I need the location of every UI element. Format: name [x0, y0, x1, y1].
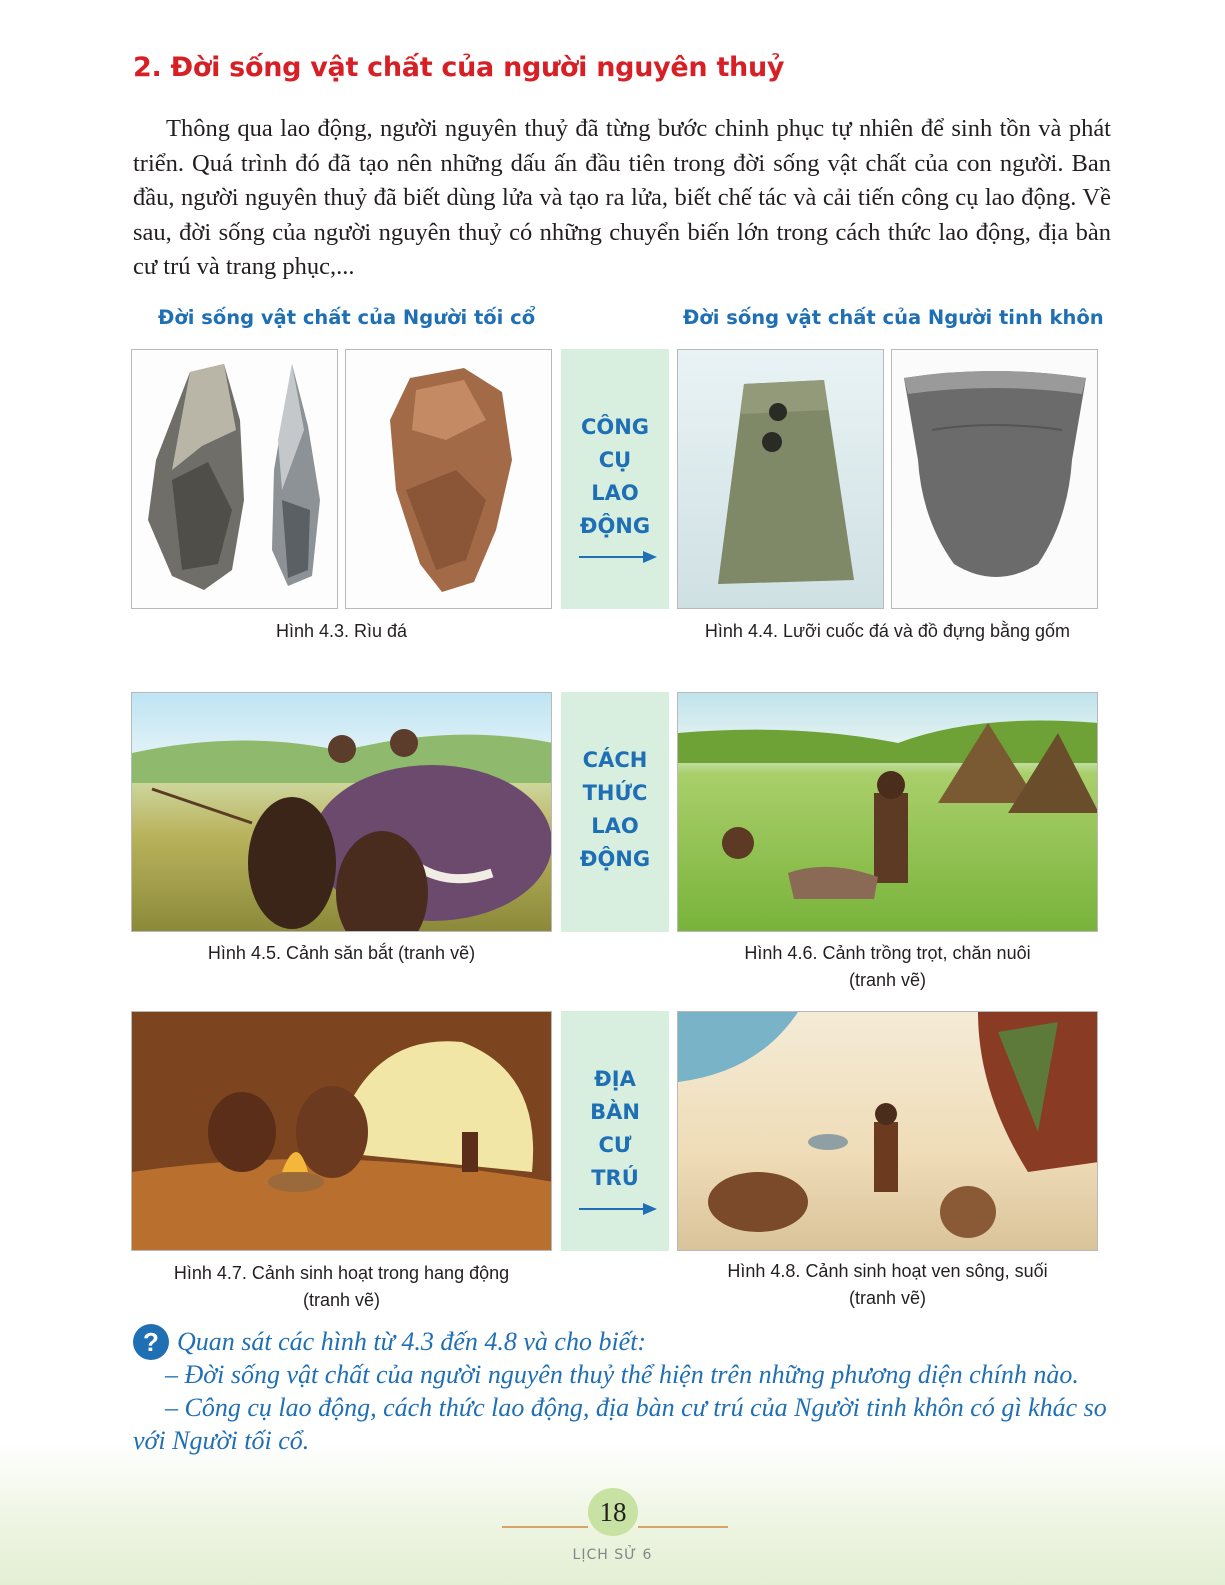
farming-scene-illustration — [677, 692, 1098, 932]
question-prompt: Quan sát các hình từ 4.3 đến 4.8 và cho biết: — [177, 1327, 647, 1356]
question-block — [133, 1325, 1113, 1457]
right-column-heading: Đời sống vật chất của Người tinh khôn — [683, 306, 1104, 329]
question-icon: ? — [133, 1324, 169, 1360]
caption-fig-4-7: Hình 4.7. Cảnh sinh hoạt trong hang động (tranh vẽ) — [173, 1263, 510, 1310]
stone-axe-photo-1 — [131, 349, 338, 609]
book-name: LỊCH SỬ 6 — [572, 1547, 653, 1563]
row-label-methods: CÁCH THỨC LAO ĐỘNG — [561, 692, 669, 932]
stone-hoe-photo — [677, 349, 884, 609]
stone-axe-photo-2 — [345, 349, 552, 609]
right-arrow-icon — [579, 1201, 657, 1217]
caption-fig-4-6: Hình 4.6. Cảnh trồng trọt, chăn nuôi (tranh vẽ) — [744, 943, 1031, 990]
question-item-2: – Công cụ lao động, cách thức lao động, địa bàn cư trú của Người tinh khôn có gì khác so với Người tối cổ. — [133, 1393, 1107, 1455]
caption-fig-4-4: Hình 4.4. Lưỡi cuốc đá và đồ đựng bằng gốm — [704, 621, 1071, 641]
caption-fig-4-3: Hình 4.3. Rìu đá — [275, 621, 408, 641]
question-item-1: – Đời sống vật chất của người nguyên thuỷ thể hiện trên những phương diện chính nào. — [165, 1360, 1079, 1389]
caption-fig-4-5: Hình 4.5. Cảnh săn bắt (tranh vẽ) — [207, 943, 476, 963]
row-label-residence: ĐỊA BÀN CƯ TRÚ — [561, 1011, 669, 1251]
left-column-heading: Đời sống vật chất của Người tối cổ — [158, 306, 536, 329]
right-arrow-icon — [579, 549, 657, 565]
footer-rule-right — [638, 1526, 728, 1528]
riverside-scene-illustration — [677, 1011, 1098, 1251]
pottery-photo — [891, 349, 1098, 609]
intro-paragraph: Thông qua lao động, người nguyên thuỷ đã từng bước chinh phục tự nhiên để sinh tồn và phát triển. Quá trình đó đã tạo nên những dấu ấn đầu tiên trong đời sống vật chất của con người. Ban đầu, người nguyên thuỷ đã biết dùng lửa và tạo ra lửa, biết chế tác và cải tiến công cụ lao động. Về sau, đời sống của người nguyên thuỷ có những chuyển biến lớn trong cách thức lao động, địa bàn cư trú và trang phục,... — [133, 115, 1111, 281]
row-label-tools: CÔNG CỤ LAO ĐỘNG — [561, 349, 669, 609]
caption-fig-4-8: Hình 4.8. Cảnh sinh hoạt ven sông, suối (tranh vẽ) — [727, 1261, 1048, 1308]
page-number: 18 — [588, 1488, 638, 1536]
cave-scene-illustration — [131, 1011, 552, 1251]
hunting-scene-illustration — [131, 692, 552, 932]
section-title: 2. Đời sống vật chất của người nguyên thuỷ — [133, 52, 785, 83]
footer-rule-left — [502, 1526, 588, 1528]
